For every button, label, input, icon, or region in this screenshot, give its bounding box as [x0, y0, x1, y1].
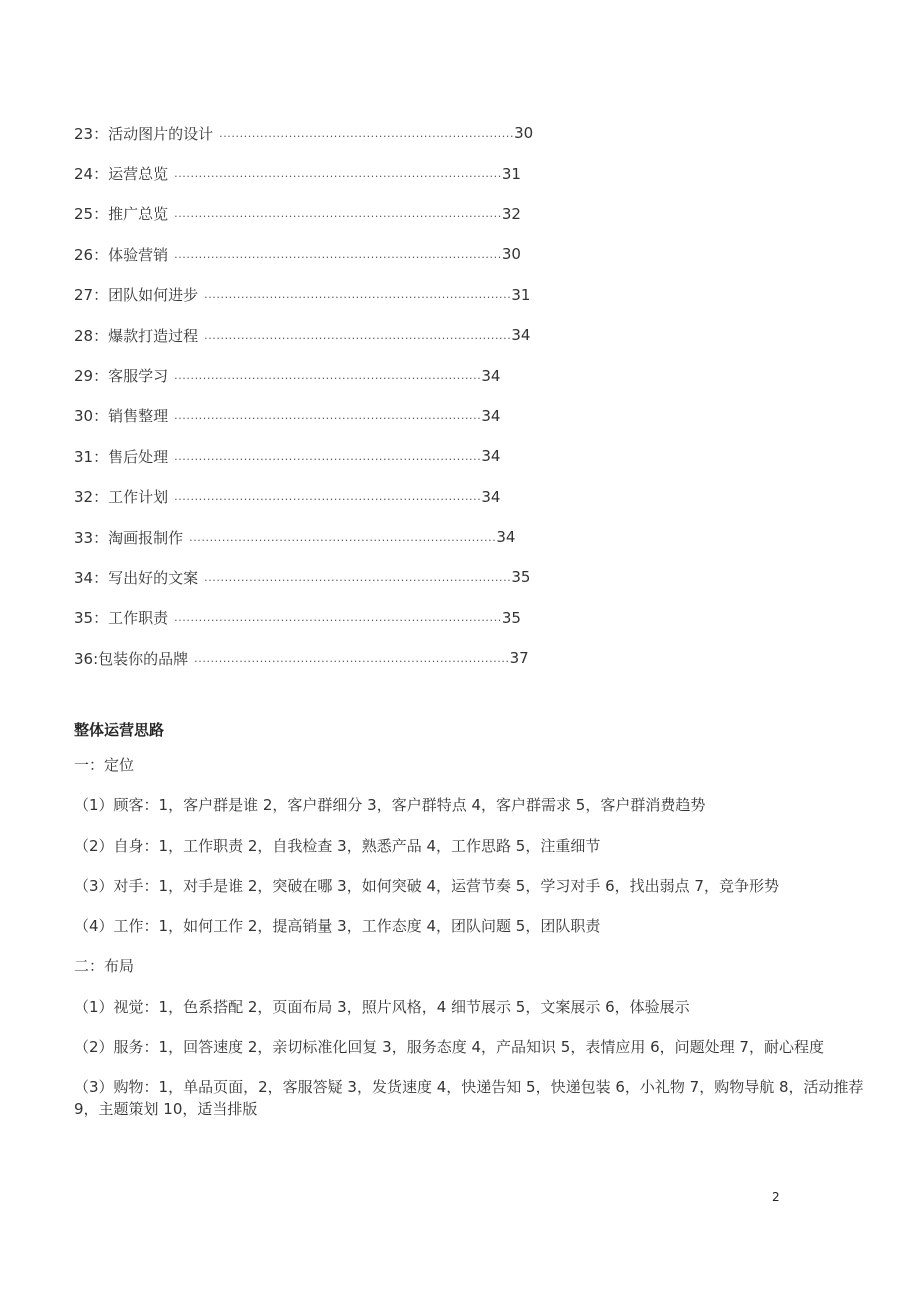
toc-entry[interactable]	[74, 315, 674, 355]
toc-entry[interactable]	[74, 517, 674, 557]
toc-dot-leader: .............................................................................	[194, 651, 510, 665]
toc-entry-title: 27：团队如何进步	[74, 286, 199, 305]
toc-entry-title: 34：写出好的文案	[74, 568, 199, 587]
toc-dot-leader: ...........................................................................	[174, 449, 482, 463]
toc-dot-leader: ...........................................................................	[174, 490, 482, 504]
toc-dot-leader: ...........................................................................	[204, 288, 512, 302]
toc-entry[interactable]	[74, 557, 674, 597]
toc-entry-page: 35	[501, 608, 521, 627]
toc-entry[interactable]	[74, 275, 674, 315]
toc-entry-title: 23：活动图片的设计	[74, 124, 214, 143]
section-paragraph: （3）对手：1，对手是谁 2，突破在哪 3，如何突破 4，运营节奏 5，学习对手 6，找出弱点 7，竞争形势	[74, 876, 779, 895]
section-paragraph: （2）自身：1，工作职责 2，自我检查 3，熟悉产品 4，工作思路 5，注重细节	[74, 836, 601, 855]
section-paragraph: （4）工作：1，如何工作 2，提高销量 3，工作态度 4，团队问题 5，团队职责	[74, 917, 601, 936]
toc-entry[interactable]	[74, 598, 674, 638]
toc-dot-leader: ...........................................................................	[204, 570, 512, 584]
toc-entry-title: 35：工作职责	[74, 609, 169, 628]
toc-dot-leader: ................................................................................	[174, 167, 502, 181]
toc-dot-leader: ................................................................................	[174, 207, 502, 221]
toc-entry-title: 31：售后处理	[74, 447, 169, 466]
toc-entry-page: 31	[501, 164, 521, 183]
toc-dot-leader: ................................................................................	[174, 247, 502, 261]
toc-dot-leader: ...........................................................................	[189, 530, 497, 544]
toc-dot-leader: ........................................................................	[219, 126, 515, 140]
toc-entry[interactable]	[74, 396, 674, 436]
toc-entry-page: 35	[511, 568, 531, 587]
toc-entry-page: 34	[481, 487, 501, 506]
section-paragraph: （1）视觉：1，色系搭配 2，页面布局 3，照片风格，4 细节展示 5，文案展示 6，体验展示	[74, 997, 690, 1016]
toc-entry-page: 34	[481, 406, 501, 425]
toc-dot-leader: ................................................................................	[174, 611, 502, 625]
section-title: 整体运营思路	[74, 721, 165, 739]
toc-entry[interactable]	[74, 234, 674, 274]
toc-entry-page: 30	[514, 124, 534, 143]
section-paragraph: （1）顾客：1，客户群是谁 2，客户群细分 3，客户群特点 4，客户群需求 5，客户群消费趋势	[74, 796, 706, 815]
page-number: 2	[772, 1190, 780, 1204]
toc-entry-page: 32	[501, 204, 521, 223]
toc-entry[interactable]	[74, 477, 674, 517]
toc-entry-page: 31	[511, 285, 531, 304]
toc-dot-leader: ...........................................................................	[174, 369, 482, 383]
toc-entry-title: 32：工作计划	[74, 488, 169, 507]
toc-entry-title: 28：爆款打造过程	[74, 326, 199, 345]
toc-entry-title: 24：运营总览	[74, 165, 169, 184]
toc-entry-title: 36:包装你的品牌	[74, 649, 189, 668]
toc-dot-leader: ...........................................................................	[204, 328, 512, 342]
overall-operation-section	[74, 718, 864, 1139]
toc-dot-leader: ...........................................................................	[174, 409, 482, 423]
toc-entry[interactable]	[74, 113, 674, 153]
section-paragraph: 二：布局	[74, 957, 135, 976]
section-paragraph: （3）购物：1，单品页面，2，客服答疑 3，发货速度 4，快递告知 5，快递包装 6，小礼物 7，购物导航 8，活动推荐 9，主题策划 10，适当排版	[74, 1078, 864, 1119]
section-paragraph: （2）服务：1，回答速度 2，亲切标准化回复 3，服务态度 4，产品知识 5，表情应用 6，问题处理 7，耐心程度	[74, 1038, 824, 1057]
toc-entry-page: 30	[501, 245, 521, 264]
toc-entry-title: 26：体验营销	[74, 245, 169, 264]
toc-entry-page: 34	[511, 326, 531, 345]
toc-entry[interactable]	[74, 153, 674, 193]
toc-entry-title: 29：客服学习	[74, 367, 169, 386]
section-body	[74, 754, 864, 1120]
toc-entry[interactable]	[74, 194, 674, 234]
toc-entry-title: 25：推广总览	[74, 205, 169, 224]
section-paragraph: 一：定位	[74, 756, 135, 774]
toc-entry[interactable]	[74, 355, 674, 395]
toc-entry-page: 34	[481, 447, 501, 466]
toc-entry-page: 37	[509, 649, 529, 668]
toc-entry-page: 34	[496, 528, 516, 547]
table-of-contents	[74, 113, 674, 678]
toc-entry-page: 34	[481, 366, 501, 385]
toc-entry[interactable]	[74, 436, 674, 476]
toc-entry-title: 33：淘画报制作	[74, 528, 184, 547]
toc-entry-title: 30：销售整理	[74, 407, 169, 426]
toc-entry[interactable]	[74, 638, 674, 678]
